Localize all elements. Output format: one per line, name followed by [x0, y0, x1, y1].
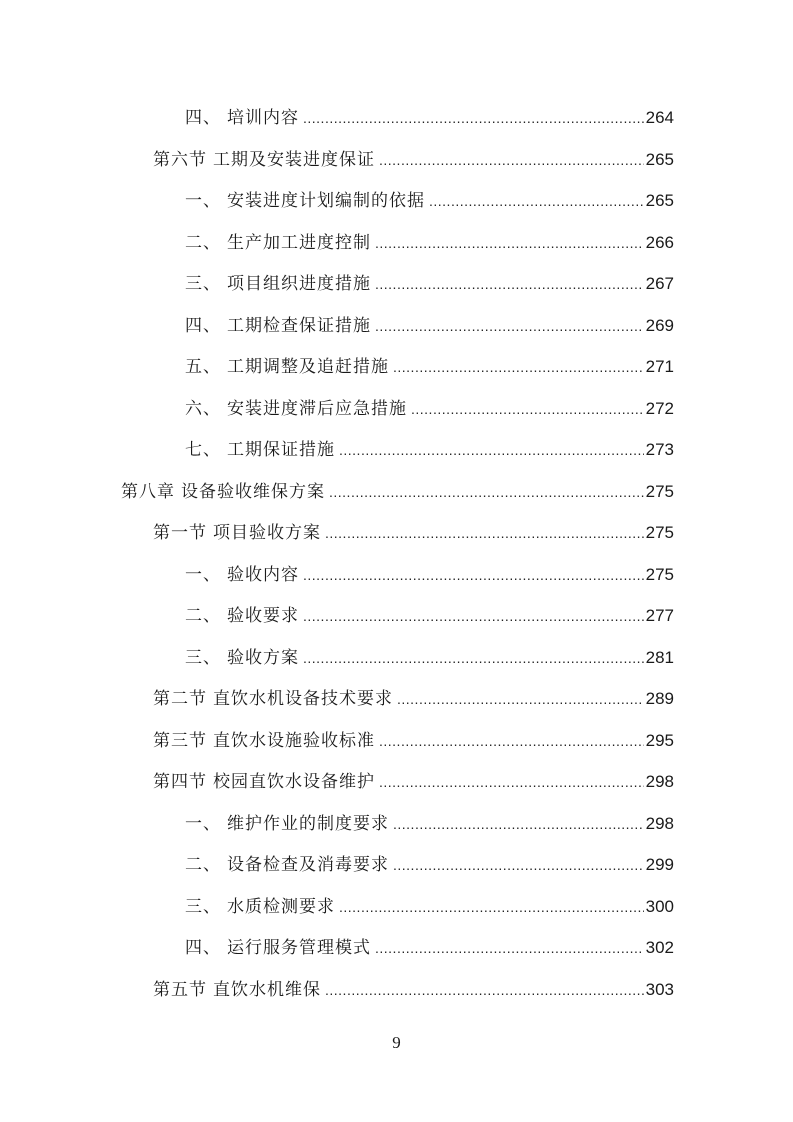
toc-entry[interactable] — [185, 397, 674, 421]
toc-entry-page: 266 — [645, 233, 674, 252]
toc-entry-prefix: 五、 — [185, 357, 221, 377]
toc-entry[interactable] — [185, 563, 674, 587]
toc-entry-title: 项目验收方案 — [213, 523, 321, 543]
toc-entry-page: 302 — [645, 938, 674, 957]
dot-leader — [325, 978, 644, 1002]
toc-entry-prefix: 第四节 — [153, 772, 207, 792]
toc-entry-prefix: 第二节 — [153, 689, 207, 709]
dot-leader — [339, 438, 644, 462]
toc-entry-page: 295 — [645, 731, 674, 750]
dot-leader — [329, 480, 644, 504]
toc-entry[interactable] — [185, 936, 674, 960]
toc-entry-prefix: 一、 — [185, 814, 221, 834]
toc-entry-title: 培训内容 — [227, 108, 299, 128]
dot-leader — [379, 148, 644, 172]
toc-entry-prefix: 第六节 — [153, 150, 207, 170]
toc-entry-title: 直饮水机设备技术要求 — [213, 689, 393, 709]
toc-entry[interactable] — [153, 687, 674, 711]
toc-entry-title: 设备验收维保方案 — [181, 482, 325, 502]
toc-entry-title: 生产加工进度控制 — [227, 233, 371, 253]
dot-leader — [379, 770, 644, 794]
toc-entry-title: 工期及安装进度保证 — [213, 150, 375, 170]
toc-entry[interactable] — [185, 314, 674, 338]
toc-entry-title: 验收内容 — [227, 565, 299, 585]
toc-entry-prefix: 三、 — [185, 274, 221, 294]
toc-entry[interactable] — [185, 189, 674, 213]
toc-entry-chapter[interactable] — [121, 480, 674, 504]
toc-entry-page: 271 — [645, 357, 674, 376]
toc-entry-page: 281 — [645, 648, 674, 667]
toc-entry-page: 299 — [645, 855, 674, 874]
toc-entry-prefix: 第五节 — [153, 980, 207, 1000]
toc-entry-page: 275 — [645, 482, 674, 501]
toc-entry-title: 安装进度滞后应急措施 — [227, 399, 407, 419]
toc-entry[interactable] — [185, 604, 674, 628]
toc-entry-page: 289 — [645, 689, 674, 708]
dot-leader — [339, 895, 644, 919]
toc-entry[interactable] — [153, 148, 674, 172]
toc-entry-title: 直饮水机维保 — [213, 980, 321, 1000]
dot-leader — [325, 521, 644, 545]
dot-leader — [375, 314, 644, 338]
dot-leader — [303, 106, 644, 130]
toc-entry-title: 工期调整及追赶措施 — [227, 357, 389, 377]
toc-entry-title: 验收要求 — [227, 606, 299, 626]
toc-entry-prefix: 四、 — [185, 316, 221, 336]
toc-entry-page: 300 — [645, 897, 674, 916]
toc-entry[interactable] — [185, 355, 674, 379]
dot-leader — [393, 812, 644, 836]
toc-entry-title: 维护作业的制度要求 — [227, 814, 389, 834]
toc-entry-page: 273 — [645, 440, 674, 459]
dot-leader — [393, 853, 644, 877]
dot-leader — [375, 231, 644, 255]
toc-entry-page: 275 — [645, 565, 674, 584]
toc-entry-page: 298 — [645, 814, 674, 833]
dot-leader — [429, 189, 644, 213]
dot-leader — [397, 687, 644, 711]
toc-entry-prefix: 第三节 — [153, 731, 207, 751]
toc-entry-page: 264 — [645, 108, 674, 127]
toc-entry-prefix: 二、 — [185, 855, 221, 875]
toc-entry-page: 269 — [645, 316, 674, 335]
toc-entry-prefix: 第一节 — [153, 523, 207, 543]
toc-entry-page: 303 — [645, 980, 674, 999]
toc-entry[interactable] — [185, 812, 674, 836]
toc-entry-title: 项目组织进度措施 — [227, 274, 371, 294]
toc-entry-title: 水质检测要求 — [227, 897, 335, 917]
toc-entry-prefix: 二、 — [185, 606, 221, 626]
toc-entry[interactable] — [153, 521, 674, 545]
toc-entry-prefix: 六、 — [185, 399, 221, 419]
dot-leader — [375, 272, 644, 296]
toc-entry-page: 275 — [645, 523, 674, 542]
toc-entry-title: 工期检查保证措施 — [227, 316, 371, 336]
toc-entry[interactable] — [185, 438, 674, 462]
toc-entry[interactable] — [185, 646, 674, 670]
toc-entry[interactable] — [185, 895, 674, 919]
toc-entry-prefix: 二、 — [185, 233, 221, 253]
toc-entry[interactable] — [153, 770, 674, 794]
toc-entry-prefix: 第八章 — [121, 482, 175, 502]
toc-entry-page: 265 — [645, 191, 674, 210]
toc-entry[interactable] — [185, 272, 674, 296]
page-number: 9 — [392, 1033, 401, 1052]
toc-entry-page: 298 — [645, 772, 674, 791]
toc-entry-prefix: 四、 — [185, 938, 221, 958]
toc-entry-title: 验收方案 — [227, 648, 299, 668]
toc-entry-prefix: 三、 — [185, 648, 221, 668]
dot-leader — [303, 563, 644, 587]
dot-leader — [393, 355, 644, 379]
toc-entry[interactable] — [185, 106, 674, 130]
toc-entry[interactable] — [153, 729, 674, 753]
toc-entry[interactable] — [185, 231, 674, 255]
toc-entry-title: 校园直饮水设备维护 — [213, 772, 375, 792]
toc-entry-prefix: 一、 — [185, 565, 221, 585]
toc-entry-title: 工期保证措施 — [227, 440, 335, 460]
dot-leader — [303, 646, 644, 670]
toc-entry-page: 272 — [645, 399, 674, 418]
dot-leader — [303, 604, 644, 628]
toc-entry-prefix: 三、 — [185, 897, 221, 917]
dot-leader — [411, 397, 644, 421]
toc-entry-prefix: 四、 — [185, 108, 221, 128]
toc-entry-prefix: 七、 — [185, 440, 221, 460]
toc-entry-title: 安装进度计划编制的依据 — [227, 191, 425, 211]
toc-entry-title: 直饮水设施验收标准 — [213, 731, 375, 751]
dot-leader — [379, 729, 644, 753]
dot-leader — [375, 936, 644, 960]
toc-entry-page: 267 — [645, 274, 674, 293]
toc-entry-title: 设备检查及消毒要求 — [227, 855, 389, 875]
toc-entry-title: 运行服务管理模式 — [227, 938, 371, 958]
toc-entry-prefix: 一、 — [185, 191, 221, 211]
toc-entry-page: 265 — [645, 150, 674, 169]
toc-entry[interactable] — [153, 978, 674, 1002]
toc-entry[interactable] — [185, 853, 674, 877]
toc-entry-page: 277 — [645, 606, 674, 625]
